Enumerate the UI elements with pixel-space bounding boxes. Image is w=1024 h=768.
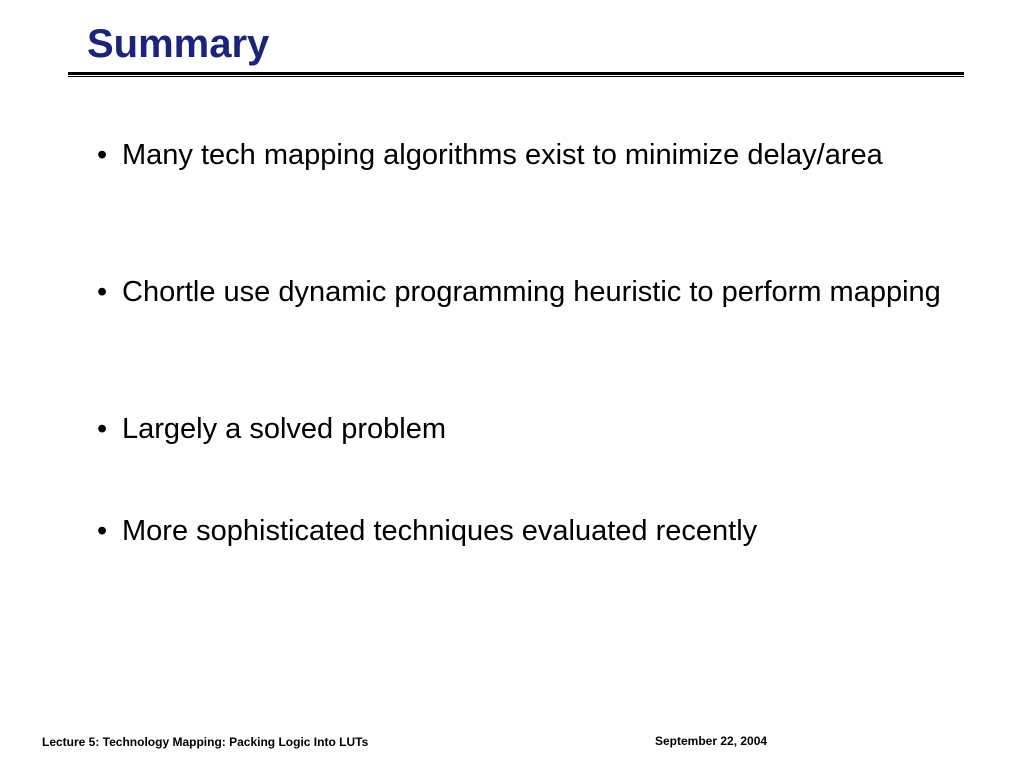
bullet-item [97, 412, 967, 447]
bullet-marker: • [97, 515, 108, 547]
title-underline [68, 72, 964, 78]
bullet-marker: • [97, 413, 108, 445]
bullet-text: Many tech mapping algorithms exist to minimize delay/area [122, 139, 883, 171]
title-underline-thin [68, 76, 964, 77]
footer-date: September 22, 2004 [655, 734, 768, 748]
title-underline-thick [68, 72, 964, 75]
bullet-text: More sophisticated techniques evaluated recently [122, 515, 758, 547]
slide-title: Summary [87, 22, 270, 66]
bullet-text: Chortle use dynamic programming heuristic to perform mapping [122, 276, 941, 308]
bullet-text: Largely a solved problem [122, 413, 447, 445]
footer-lecture-title: Lecture 5: Technology Mapping: Packing Logic Into LUTs [42, 735, 369, 749]
bullet-item [97, 138, 967, 173]
bullet-item [97, 275, 967, 310]
bullet-item [97, 514, 967, 549]
bullet-marker: • [97, 139, 108, 171]
bullet-marker: • [97, 276, 108, 308]
